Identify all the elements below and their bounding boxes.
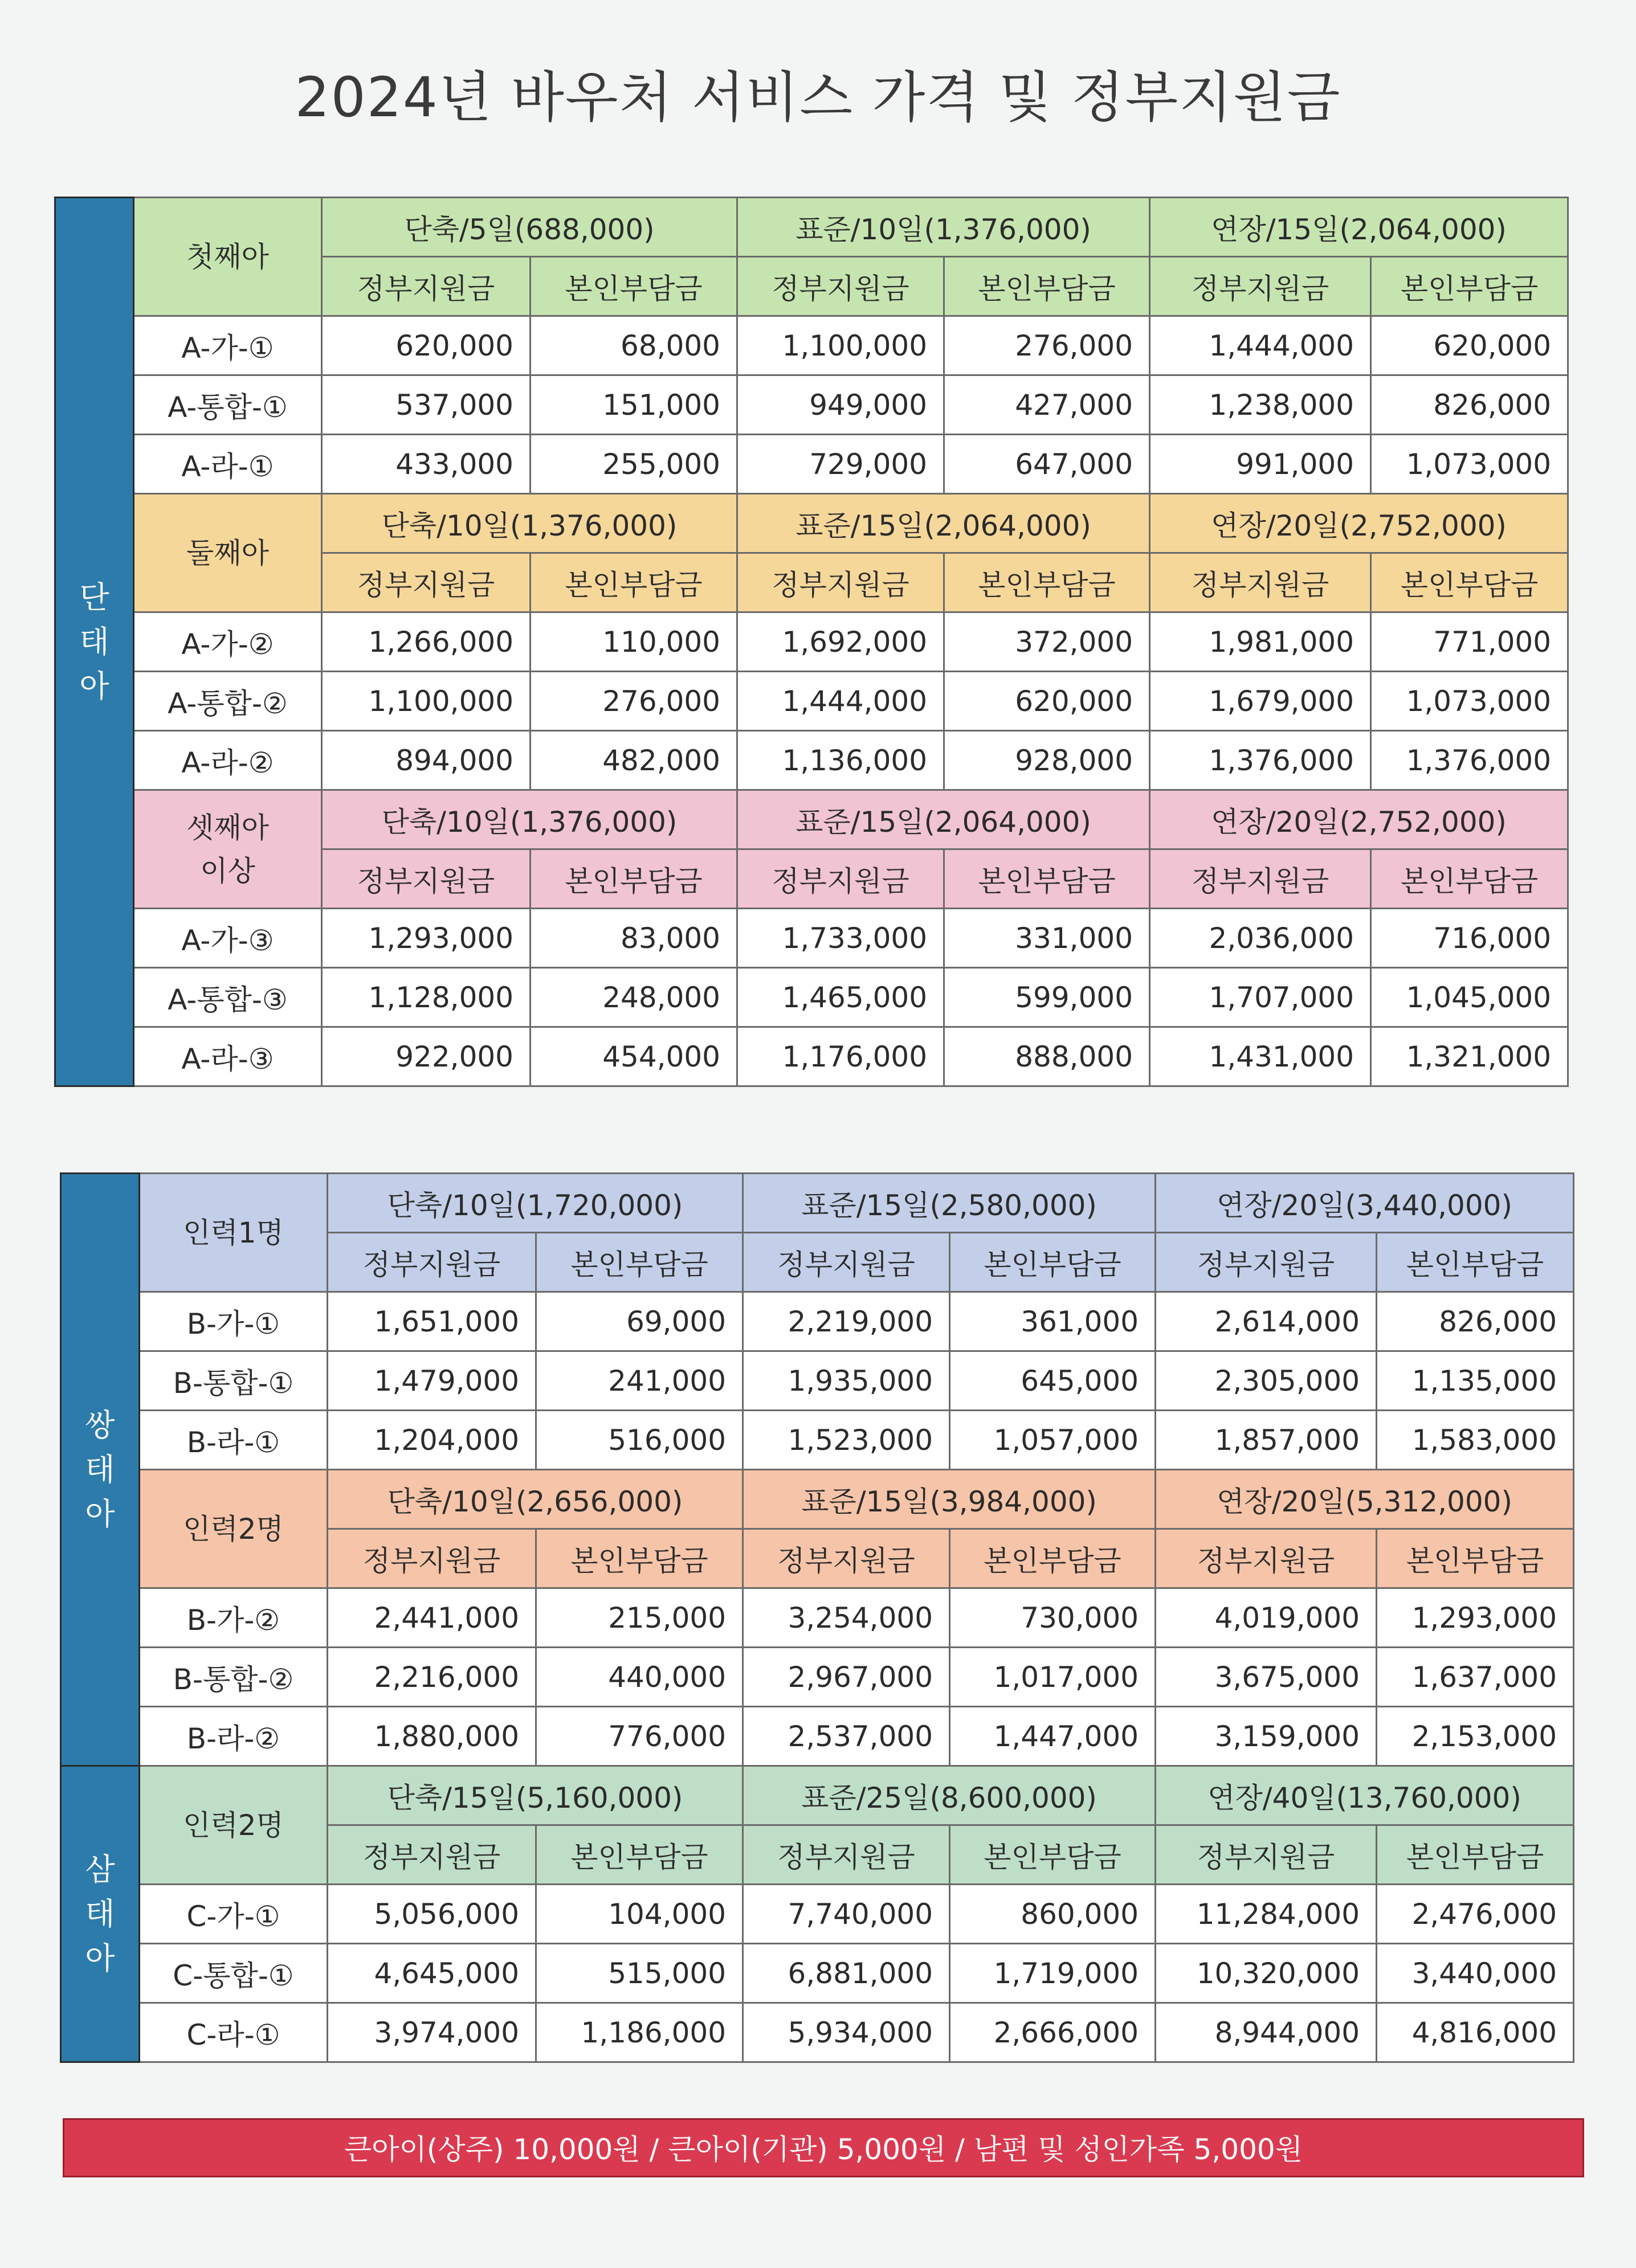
col-self-header: 본인부담금 xyxy=(1371,257,1568,316)
self-amount: 110,000 xyxy=(531,612,737,672)
gov-amount: 1,857,000 xyxy=(1156,1411,1377,1470)
section-label-twin: 쌍태아 xyxy=(61,1174,140,1766)
gov-amount: 1,692,000 xyxy=(737,612,944,672)
gov-amount: 2,967,000 xyxy=(743,1648,950,1707)
gov-amount: 2,216,000 xyxy=(328,1648,536,1707)
col-self-header: 본인부담금 xyxy=(536,1825,743,1885)
col-self-header: 본인부담금 xyxy=(944,553,1150,612)
gov-amount: 7,740,000 xyxy=(743,1885,950,1944)
gov-amount: 3,675,000 xyxy=(1156,1648,1377,1707)
gov-amount: 4,645,000 xyxy=(328,1944,536,2003)
self-amount: 647,000 xyxy=(944,435,1150,494)
gov-amount: 1,204,000 xyxy=(328,1411,536,1470)
self-amount: 331,000 xyxy=(944,909,1150,968)
service-code: C-통합-① xyxy=(140,1944,328,2003)
col-self-header: 본인부담금 xyxy=(944,849,1150,909)
table-row xyxy=(61,1944,1574,2003)
col-gov-header: 정부지원금 xyxy=(737,257,944,316)
self-amount: 1,637,000 xyxy=(1377,1648,1574,1707)
self-amount: 1,073,000 xyxy=(1371,672,1568,731)
table-row xyxy=(61,1411,1574,1470)
service-code: B-통합-② xyxy=(140,1648,328,1707)
plan-header-standard: 표준/15일(2,064,000) xyxy=(737,790,1150,849)
service-code: A-통합-② xyxy=(134,672,322,731)
self-amount: 620,000 xyxy=(944,672,1150,731)
self-amount: 3,440,000 xyxy=(1377,1944,1574,2003)
col-gov-header: 정부지원금 xyxy=(1156,1233,1377,1292)
col-gov-header: 정부지원금 xyxy=(1150,849,1371,909)
self-amount: 1,073,000 xyxy=(1371,435,1568,494)
gov-amount: 729,000 xyxy=(737,435,944,494)
section-label-triplet: 삼태아 xyxy=(61,1766,140,2062)
col-self-header: 본인부담금 xyxy=(950,1825,1156,1885)
gov-amount: 3,254,000 xyxy=(743,1588,950,1648)
self-amount: 1,045,000 xyxy=(1371,968,1568,1027)
self-amount: 248,000 xyxy=(531,968,737,1027)
plan-header-short: 단축/10일(2,656,000) xyxy=(328,1470,743,1529)
col-self-header: 본인부담금 xyxy=(536,1233,743,1292)
self-amount: 1,017,000 xyxy=(950,1648,1156,1707)
gov-amount: 1,707,000 xyxy=(1150,968,1371,1027)
col-gov-header: 정부지원금 xyxy=(322,553,531,612)
gov-amount: 5,056,000 xyxy=(328,1885,536,1944)
service-code: C-라-① xyxy=(140,2003,328,2062)
col-self-header: 본인부담금 xyxy=(950,1233,1156,1292)
col-self-header: 본인부담금 xyxy=(536,1529,743,1588)
plan-header-short: 단축/10일(1,376,000) xyxy=(322,790,737,849)
service-code: B-가-② xyxy=(140,1588,328,1648)
self-amount: 4,816,000 xyxy=(1377,2003,1574,2062)
gov-amount: 1,431,000 xyxy=(1150,1027,1371,1086)
col-self-header: 본인부담금 xyxy=(1377,1825,1574,1885)
table-row xyxy=(61,1707,1574,1766)
plan-header-extended: 연장/20일(2,752,000) xyxy=(1150,790,1568,849)
gov-amount: 1,128,000 xyxy=(322,968,531,1027)
gov-amount: 922,000 xyxy=(322,1027,531,1086)
table-row xyxy=(61,1292,1574,1351)
gov-amount: 1,733,000 xyxy=(737,909,944,968)
self-amount: 730,000 xyxy=(950,1588,1156,1648)
plan-header-extended: 연장/20일(5,312,000) xyxy=(1156,1470,1574,1529)
gov-amount: 620,000 xyxy=(322,316,531,375)
self-amount: 427,000 xyxy=(944,375,1150,435)
col-self-header: 본인부담금 xyxy=(1377,1529,1574,1588)
table-row xyxy=(55,1027,1568,1086)
gov-amount: 3,159,000 xyxy=(1156,1707,1377,1766)
page-title: 2024년 바우처 서비스 가격 및 정부지원금 xyxy=(295,66,1341,129)
col-gov-header: 정부지원금 xyxy=(1150,553,1371,612)
col-self-header: 본인부담금 xyxy=(1377,1233,1574,1292)
gov-amount: 1,100,000 xyxy=(737,316,944,375)
gov-amount: 3,974,000 xyxy=(328,2003,536,2062)
gov-amount: 1,679,000 xyxy=(1150,672,1371,731)
gov-amount: 1,444,000 xyxy=(737,672,944,731)
col-gov-header: 정부지원금 xyxy=(328,1529,536,1588)
col-gov-header: 정부지원금 xyxy=(737,849,944,909)
gov-amount: 11,284,000 xyxy=(1156,1885,1377,1944)
gov-amount: 2,441,000 xyxy=(328,1588,536,1648)
plan-header-standard: 표준/15일(2,064,000) xyxy=(737,494,1150,553)
gov-amount: 1,100,000 xyxy=(322,672,531,731)
self-amount: 255,000 xyxy=(531,435,737,494)
gov-amount: 1,651,000 xyxy=(328,1292,536,1351)
plan-header-extended: 연장/20일(2,752,000) xyxy=(1150,494,1568,553)
table-row xyxy=(61,1351,1574,1411)
gov-amount: 1,176,000 xyxy=(737,1027,944,1086)
group-label: 인력2명 xyxy=(140,1766,328,1885)
gov-amount: 1,523,000 xyxy=(743,1411,950,1470)
gov-amount: 5,934,000 xyxy=(743,2003,950,2062)
self-amount: 151,000 xyxy=(531,375,737,435)
plan-header-extended: 연장/40일(13,760,000) xyxy=(1156,1766,1574,1825)
self-amount: 361,000 xyxy=(950,1292,1156,1351)
self-amount: 454,000 xyxy=(531,1027,737,1086)
self-amount: 1,376,000 xyxy=(1371,731,1568,790)
gov-amount: 1,981,000 xyxy=(1150,612,1371,672)
gov-amount: 2,219,000 xyxy=(743,1292,950,1351)
self-amount: 104,000 xyxy=(536,1885,743,1944)
self-amount: 599,000 xyxy=(944,968,1150,1027)
self-amount: 68,000 xyxy=(531,316,737,375)
self-amount: 241,000 xyxy=(536,1351,743,1411)
gov-amount: 1,465,000 xyxy=(737,968,944,1027)
self-amount: 276,000 xyxy=(944,316,1150,375)
self-amount: 482,000 xyxy=(531,731,737,790)
self-amount: 276,000 xyxy=(531,672,737,731)
self-amount: 215,000 xyxy=(536,1588,743,1648)
self-amount: 1,447,000 xyxy=(950,1707,1156,1766)
table-row xyxy=(61,1648,1574,1707)
table-row xyxy=(55,968,1568,1027)
self-amount: 2,666,000 xyxy=(950,2003,1156,2062)
plan-header-short: 단축/10일(1,720,000) xyxy=(328,1174,743,1233)
self-amount: 716,000 xyxy=(1371,909,1568,968)
service-code: B-통합-① xyxy=(140,1351,328,1411)
table-row xyxy=(61,1885,1574,1944)
self-amount: 620,000 xyxy=(1371,316,1568,375)
col-gov-header: 정부지원금 xyxy=(322,849,531,909)
col-self-header: 본인부담금 xyxy=(531,849,737,909)
self-amount: 888,000 xyxy=(944,1027,1150,1086)
self-amount: 1,135,000 xyxy=(1377,1351,1574,1411)
table-row xyxy=(55,672,1568,731)
self-amount: 645,000 xyxy=(950,1351,1156,1411)
gov-amount: 1,266,000 xyxy=(322,612,531,672)
self-amount: 515,000 xyxy=(536,1944,743,2003)
gov-amount: 1,136,000 xyxy=(737,731,944,790)
self-amount: 776,000 xyxy=(536,1707,743,1766)
table-row xyxy=(55,316,1568,375)
service-code: A-라-① xyxy=(134,435,322,494)
group-label-line2: 이상 xyxy=(200,854,255,888)
plan-header-extended: 연장/15일(2,064,000) xyxy=(1150,198,1568,257)
single-birth-table xyxy=(54,197,1567,1087)
col-self-header: 본인부담금 xyxy=(1371,849,1568,909)
plan-header-standard: 표준/10일(1,376,000) xyxy=(737,198,1150,257)
plan-header-short: 단축/5일(688,000) xyxy=(322,198,737,257)
multiple-birth-table xyxy=(60,1172,1573,2063)
gov-amount: 1,479,000 xyxy=(328,1351,536,1411)
self-amount: 440,000 xyxy=(536,1648,743,1707)
group-label xyxy=(134,790,322,909)
service-code: A-가-② xyxy=(134,612,322,672)
col-gov-header: 정부지원금 xyxy=(1156,1825,1377,1885)
self-amount: 826,000 xyxy=(1371,375,1568,435)
gov-amount: 433,000 xyxy=(322,435,531,494)
self-amount: 928,000 xyxy=(944,731,1150,790)
service-code: B-라-① xyxy=(140,1411,328,1470)
gov-amount: 6,881,000 xyxy=(743,1944,950,2003)
service-code: A-라-③ xyxy=(134,1027,322,1086)
col-gov-header: 정부지원금 xyxy=(1156,1529,1377,1588)
gov-amount: 8,944,000 xyxy=(1156,2003,1377,2062)
self-amount: 771,000 xyxy=(1371,612,1568,672)
col-self-header: 본인부담금 xyxy=(531,257,737,316)
self-amount: 860,000 xyxy=(950,1885,1156,1944)
service-code: A-통합-③ xyxy=(134,968,322,1027)
gov-amount: 2,305,000 xyxy=(1156,1351,1377,1411)
col-gov-header: 정부지원금 xyxy=(328,1825,536,1885)
service-code: A-라-② xyxy=(134,731,322,790)
self-amount: 1,321,000 xyxy=(1371,1027,1568,1086)
gov-amount: 1,880,000 xyxy=(328,1707,536,1766)
col-self-header: 본인부담금 xyxy=(944,257,1150,316)
gov-amount: 10,320,000 xyxy=(1156,1944,1377,2003)
col-gov-header: 정부지원금 xyxy=(737,553,944,612)
col-self-header: 본인부담금 xyxy=(1371,553,1568,612)
col-gov-header: 정부지원금 xyxy=(1150,257,1371,316)
col-gov-header: 정부지원금 xyxy=(322,257,531,316)
gov-amount: 1,444,000 xyxy=(1150,316,1371,375)
plan-header-standard: 표준/15일(3,984,000) xyxy=(743,1470,1156,1529)
col-self-header: 본인부담금 xyxy=(950,1529,1156,1588)
plan-header-short: 단축/15일(5,160,000) xyxy=(328,1766,743,1825)
group-label-line1: 셋째아 xyxy=(186,811,269,844)
gov-amount: 1,293,000 xyxy=(322,909,531,968)
self-amount: 826,000 xyxy=(1377,1292,1574,1351)
gov-amount: 2,537,000 xyxy=(743,1707,950,1766)
service-code: B-라-② xyxy=(140,1707,328,1766)
service-code: C-가-① xyxy=(140,1885,328,1944)
plan-header-standard: 표준/15일(2,580,000) xyxy=(743,1174,1156,1233)
self-amount: 2,476,000 xyxy=(1377,1885,1574,1944)
plan-header-short: 단축/10일(1,376,000) xyxy=(322,494,737,553)
gov-amount: 1,376,000 xyxy=(1150,731,1371,790)
col-gov-header: 정부지원금 xyxy=(743,1529,950,1588)
gov-amount: 1,238,000 xyxy=(1150,375,1371,435)
self-amount: 1,057,000 xyxy=(950,1411,1156,1470)
gov-amount: 949,000 xyxy=(737,375,944,435)
service-code: A-가-① xyxy=(134,316,322,375)
col-gov-header: 정부지원금 xyxy=(328,1233,536,1292)
plan-header-standard: 표준/25일(8,600,000) xyxy=(743,1766,1156,1825)
self-amount: 69,000 xyxy=(536,1292,743,1351)
self-amount: 1,186,000 xyxy=(536,2003,743,2062)
gov-amount: 991,000 xyxy=(1150,435,1371,494)
table-row xyxy=(61,1588,1574,1648)
group-label: 첫째아 xyxy=(134,198,322,316)
gov-amount: 1,935,000 xyxy=(743,1351,950,1411)
self-amount: 1,583,000 xyxy=(1377,1411,1574,1470)
table-row xyxy=(55,435,1568,494)
gov-amount: 2,614,000 xyxy=(1156,1292,1377,1351)
plan-header-extended: 연장/20일(3,440,000) xyxy=(1156,1174,1574,1233)
gov-amount: 4,019,000 xyxy=(1156,1588,1377,1648)
table-row xyxy=(55,375,1568,435)
group-label: 둘째아 xyxy=(134,494,322,612)
table-row xyxy=(55,612,1568,672)
gov-amount: 894,000 xyxy=(322,731,531,790)
service-code: A-가-③ xyxy=(134,909,322,968)
col-gov-header: 정부지원금 xyxy=(743,1825,950,1885)
self-amount: 2,153,000 xyxy=(1377,1707,1574,1766)
self-amount: 83,000 xyxy=(531,909,737,968)
section-label-single: 단태아 xyxy=(55,198,134,1086)
col-self-header: 본인부담금 xyxy=(531,553,737,612)
footer-note: 큰아이(상주) 10,000원 / 큰아이(기관) 5,000원 / 남편 및 성인가족 5,000원 xyxy=(63,2118,1584,2177)
gov-amount: 2,036,000 xyxy=(1150,909,1371,968)
service-code: A-통합-① xyxy=(134,375,322,435)
self-amount: 516,000 xyxy=(536,1411,743,1470)
table-row xyxy=(55,731,1568,790)
gov-amount: 537,000 xyxy=(322,375,531,435)
service-code: B-가-① xyxy=(140,1292,328,1351)
table-row xyxy=(61,2003,1574,2062)
group-label: 인력2명 xyxy=(140,1470,328,1588)
col-gov-header: 정부지원금 xyxy=(743,1233,950,1292)
self-amount: 1,719,000 xyxy=(950,1944,1156,2003)
table-row xyxy=(55,909,1568,968)
self-amount: 1,293,000 xyxy=(1377,1588,1574,1648)
group-label: 인력1명 xyxy=(140,1174,328,1292)
self-amount: 372,000 xyxy=(944,612,1150,672)
